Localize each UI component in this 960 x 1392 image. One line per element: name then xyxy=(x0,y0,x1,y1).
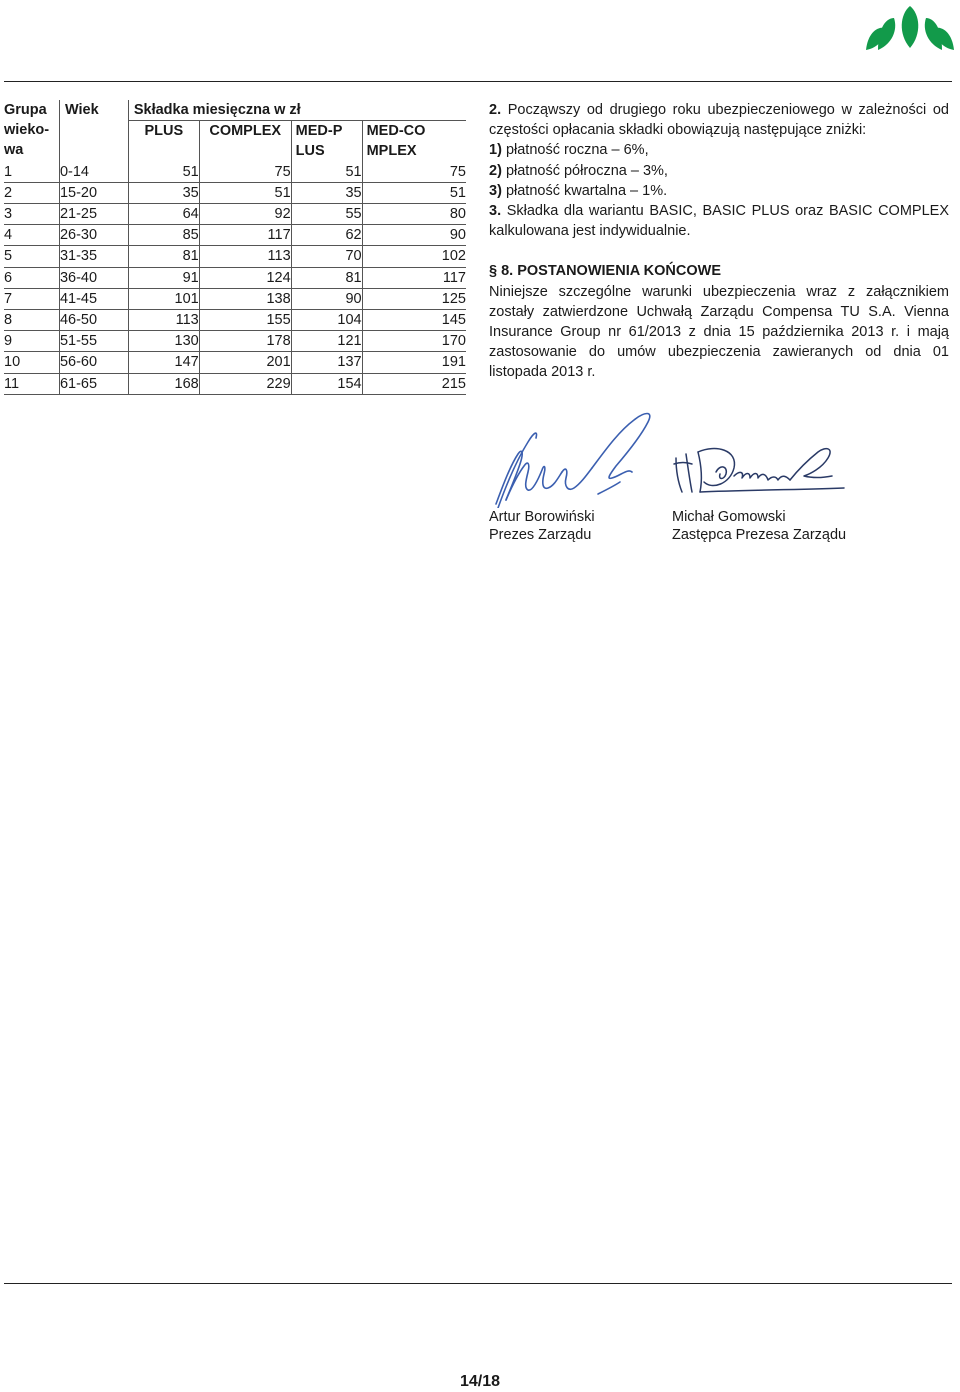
signature-1-image xyxy=(488,408,656,508)
cell-complex: 117 xyxy=(199,225,291,246)
cell-grupa: 9 xyxy=(4,331,59,352)
final-paragraph: Niniejsze szczególne warunki ubezpieczenia wraz z załącznikiem zostały zatwierdzone Uchwałą Zarządu Compensa TU S.A. Vienna Insurance Group nr 61/2013 z dnia 15 października 2013 r. i mają zastosowanie do umów ubezpieczenia zawieranych od dnia 01 listopada 2013 r. xyxy=(489,283,949,381)
cell-med-plus: 51 xyxy=(291,162,362,183)
cell-med-complex: 191 xyxy=(362,352,466,373)
table-row xyxy=(4,331,466,352)
list-item-1 xyxy=(489,140,949,160)
header-med-complex-text: MED-COMPLEX xyxy=(366,123,426,160)
table-row xyxy=(4,162,466,183)
cell-plus: 51 xyxy=(128,162,199,183)
cell-med-plus: 55 xyxy=(291,204,362,225)
paragraph-2-number: 2. xyxy=(489,102,502,118)
cell-med-complex: 80 xyxy=(362,204,466,225)
table-row xyxy=(4,373,466,394)
cell-med-complex: 215 xyxy=(362,373,466,394)
paragraph-2 xyxy=(489,100,949,140)
cell-wiek: 31-35 xyxy=(59,246,128,267)
cell-wiek: 61-65 xyxy=(59,373,128,394)
cell-plus: 168 xyxy=(128,373,199,394)
table-row xyxy=(4,288,466,309)
cell-plus: 85 xyxy=(128,225,199,246)
list-item-3-number: 3) xyxy=(489,182,502,199)
paragraph-2-body: Począwszy od drugiego roku ubezpieczeniowego w zależności od częstości opłacania składki obowiązują następujące zniżki: xyxy=(489,102,949,139)
cell-med-plus: 70 xyxy=(291,246,362,267)
cell-plus: 130 xyxy=(128,331,199,352)
cell-med-complex: 90 xyxy=(362,225,466,246)
list-item-1-number: 1) xyxy=(489,142,502,159)
cell-plus: 113 xyxy=(128,310,199,331)
list-item-2 xyxy=(489,161,949,181)
list-item-3-body: płatność kwartalna – 1%. xyxy=(505,182,668,199)
cell-med-complex: 75 xyxy=(362,162,466,183)
cell-grupa: 8 xyxy=(4,310,59,331)
cell-wiek: 0-14 xyxy=(59,162,128,183)
premium-table-body xyxy=(4,162,466,395)
cell-med-complex: 125 xyxy=(362,288,466,309)
cell-grupa: 11 xyxy=(4,373,59,394)
cell-plus: 81 xyxy=(128,246,199,267)
cell-grupa: 1 xyxy=(4,162,59,183)
signature-2-role: Zastępca Prezesa Zarządu xyxy=(672,527,847,543)
list-item-2-body: płatność półroczna – 3%, xyxy=(505,162,668,179)
header-complex-text: COMPLEX xyxy=(209,123,282,140)
cell-med-plus: 62 xyxy=(291,225,362,246)
cell-grupa: 2 xyxy=(4,182,59,203)
cell-plus: 147 xyxy=(128,352,199,373)
header-grupa-text: Grupa wieko-wa xyxy=(4,102,50,159)
cell-grupa: 7 xyxy=(4,288,59,309)
cell-plus: 35 xyxy=(128,182,199,203)
cell-wiek: 15-20 xyxy=(59,182,128,203)
table-row xyxy=(4,225,466,246)
header-grupa xyxy=(4,100,59,162)
cell-wiek: 51-55 xyxy=(59,331,128,352)
cell-med-plus: 104 xyxy=(291,310,362,331)
cell-med-complex: 170 xyxy=(362,331,466,352)
header-skladka-text: Składka miesięczna w zł xyxy=(133,102,301,118)
cell-complex: 92 xyxy=(199,204,291,225)
cell-wiek: 56-60 xyxy=(59,352,128,373)
page-number: 14/18 xyxy=(459,1373,501,1390)
cell-grupa: 3 xyxy=(4,204,59,225)
right-column xyxy=(489,100,949,383)
section-heading: § 8. POSTANOWIENIA KOŃCOWE xyxy=(489,263,722,280)
signature-2-image xyxy=(672,440,848,500)
paragraph-3-body: Składka dla wariantu BASIC, BASIC PLUS oraz BASIC COMPLEX kalkulowana jest indywidualnie. xyxy=(489,203,949,240)
premium-table xyxy=(4,100,466,395)
list-item-2-number: 2) xyxy=(489,162,502,179)
cell-grupa: 5 xyxy=(4,246,59,267)
cell-med-plus: 137 xyxy=(291,352,362,373)
signature-2-block xyxy=(672,508,846,544)
bottom-rule xyxy=(4,1283,952,1284)
cell-med-complex: 145 xyxy=(362,310,466,331)
cell-grupa: 10 xyxy=(4,352,59,373)
list-item-3 xyxy=(489,181,949,201)
cell-wiek: 36-40 xyxy=(59,267,128,288)
paragraph-3 xyxy=(489,201,949,241)
cell-med-plus: 121 xyxy=(291,331,362,352)
header-med-complex xyxy=(362,121,466,162)
cell-wiek: 21-25 xyxy=(59,204,128,225)
table-row xyxy=(4,310,466,331)
top-rule xyxy=(4,81,952,82)
cell-med-plus: 90 xyxy=(291,288,362,309)
cell-med-complex: 117 xyxy=(362,267,466,288)
cell-complex: 51 xyxy=(199,182,291,203)
cell-med-plus: 35 xyxy=(291,182,362,203)
cell-grupa: 6 xyxy=(4,267,59,288)
cell-med-complex: 51 xyxy=(362,182,466,203)
table-row xyxy=(4,267,466,288)
cell-wiek: 41-45 xyxy=(59,288,128,309)
cell-grupa: 4 xyxy=(4,225,59,246)
list-item-1-body: płatność roczna – 6%, xyxy=(505,142,649,159)
cell-med-plus: 81 xyxy=(291,267,362,288)
cell-plus: 101 xyxy=(128,288,199,309)
header-skladka xyxy=(128,100,466,121)
paragraph-3-number: 3. xyxy=(489,203,502,220)
cell-complex: 155 xyxy=(199,310,291,331)
header-med-plus xyxy=(291,121,362,162)
cell-complex: 113 xyxy=(199,246,291,267)
header-med-plus-text: MED-PLUS xyxy=(295,123,343,160)
table-row xyxy=(4,246,466,267)
signature-1-role: Prezes Zarządu xyxy=(489,527,592,543)
table-row xyxy=(4,352,466,373)
cell-complex: 201 xyxy=(199,352,291,373)
cell-wiek: 26-30 xyxy=(59,225,128,246)
cell-complex: 75 xyxy=(199,162,291,183)
cell-complex: 138 xyxy=(199,288,291,309)
signature-1-name: Artur Borowiński xyxy=(489,509,595,525)
cell-complex: 178 xyxy=(199,331,291,352)
signature-1-block xyxy=(489,508,595,544)
cell-med-complex: 102 xyxy=(362,246,466,267)
header-wiek-text: Wiek xyxy=(64,102,99,118)
cell-complex: 229 xyxy=(199,373,291,394)
signature-2-name: Michał Gomowski xyxy=(672,509,786,525)
cell-plus: 64 xyxy=(128,204,199,225)
cell-med-plus: 154 xyxy=(291,373,362,394)
table-row xyxy=(4,204,466,225)
header-plus-text: PLUS xyxy=(144,123,184,140)
cell-complex: 124 xyxy=(199,267,291,288)
cell-wiek: 46-50 xyxy=(59,310,128,331)
table-row xyxy=(4,182,466,203)
cell-plus: 91 xyxy=(128,267,199,288)
compensa-leaf-logo-icon xyxy=(864,4,956,52)
header-complex xyxy=(199,121,291,162)
header-wiek xyxy=(59,100,128,162)
header-plus xyxy=(128,121,199,162)
